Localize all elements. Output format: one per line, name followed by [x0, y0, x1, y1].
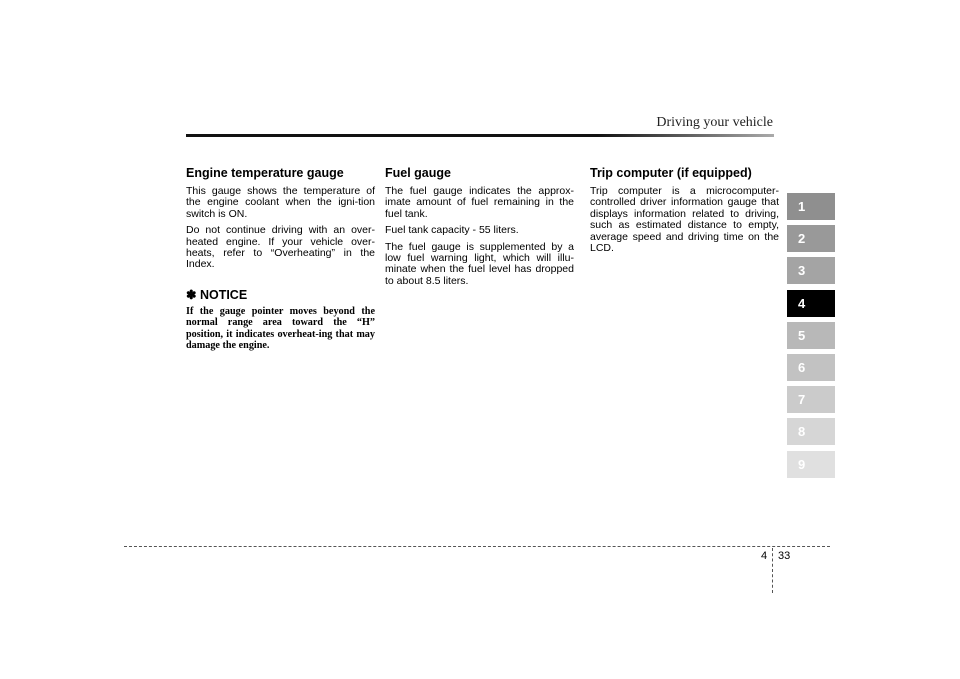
- trip-computer-paragraph: Trip computer is a microcomputer-controlled driver information gauge that displays information related to driving, such as estimated distance to empty, average speed and driving time on the LCD.: [590, 185, 779, 255]
- fuel-gauge-heading: Fuel gauge: [385, 166, 451, 180]
- header-rule: [186, 134, 774, 137]
- chapter-tab-2[interactable]: 2: [787, 225, 835, 252]
- footer-page-number: 33: [778, 550, 791, 562]
- notice-title: ✽ NOTICE: [186, 287, 248, 302]
- footer-rule: [124, 546, 830, 547]
- chapter-tabs: [787, 193, 835, 483]
- fuel-gauge-paragraph-3: The fuel gauge is supplemented by a low fuel warning light, which will illu-minate when the fuel level has dropped to about 8.5 liters.: [385, 240, 574, 287]
- engine-temperature-section: [186, 166, 375, 351]
- chapter-tab-7[interactable]: 7: [787, 386, 835, 413]
- trip-computer-heading: Trip computer (if equipped): [590, 166, 752, 180]
- chapter-tab-3[interactable]: 3: [787, 257, 835, 284]
- chapter-tab-6[interactable]: 6: [787, 354, 835, 381]
- chapter-tab-1[interactable]: 1: [787, 193, 835, 220]
- trip-computer-section: [590, 166, 779, 259]
- running-header-title: Driving your vehicle: [656, 115, 773, 130]
- footer-divider: [772, 548, 773, 593]
- fuel-gauge-paragraph-2: Fuel tank capacity - 55 liters.: [385, 224, 519, 237]
- chapter-tab-9[interactable]: 9: [787, 451, 835, 478]
- chapter-tab-4-active[interactable]: 4: [787, 290, 835, 317]
- fuel-gauge-section: [385, 166, 574, 292]
- chapter-tab-5[interactable]: 5: [787, 322, 835, 349]
- engine-temperature-paragraph-1: This gauge shows the temperature of the engine coolant when the igni-tion switch is ON.: [186, 185, 375, 220]
- chapter-tab-8[interactable]: 8: [787, 418, 835, 445]
- engine-temperature-heading: Engine temperature gauge: [186, 166, 344, 180]
- engine-temperature-paragraph-2: Do not continue driving with an over-heated engine. If your vehicle over-heats, refer to “Overheating” in the Index.: [186, 224, 375, 271]
- fuel-gauge-paragraph-1: The fuel gauge indicates the approx-imate amount of fuel remaining in the fuel tank.: [385, 185, 574, 220]
- notice-text: If the gauge pointer moves beyond the normal range area toward the “H” position, it indicates overheat-ing that may damage the engine.: [186, 305, 375, 352]
- footer-chapter-number: 4: [761, 550, 768, 562]
